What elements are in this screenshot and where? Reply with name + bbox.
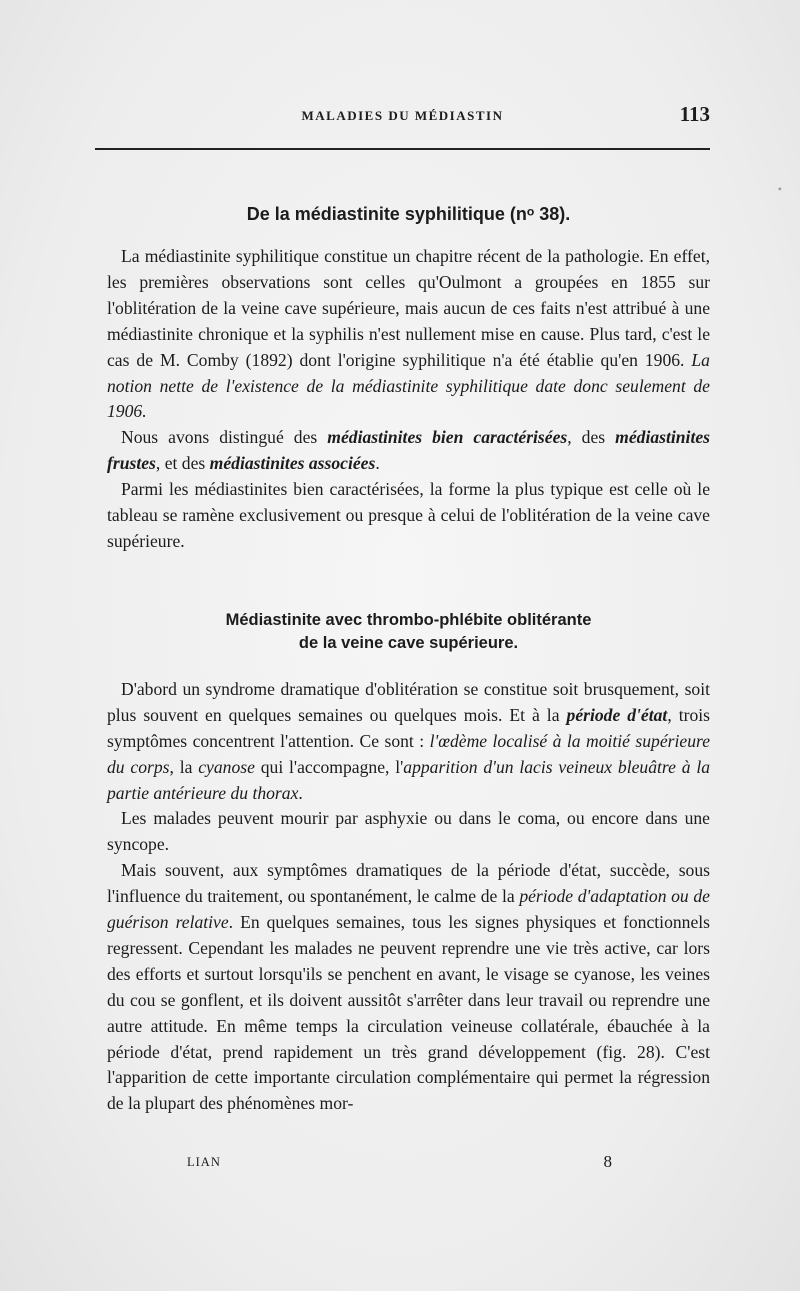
text-run: .: [375, 453, 380, 474]
margin-speck: •: [777, 182, 782, 196]
emphasis-text: apparition d'un lacis veineux bleuâtre à la partie antérieure du thorax: [107, 756, 711, 803]
section-title-thrombophlebitis: [107, 609, 710, 655]
text-run: .: [298, 782, 303, 803]
text-run: , la: [169, 756, 193, 777]
paragraph: Parmi les médiastinites bien caractérisées, la forme la plus typique est celle où le tableau se ramène exclusivement ou presque à celui de l'oblitération de la veine cave supérieure.: [107, 479, 710, 551]
running-title: MALADIES DU MÉDIASTIN: [301, 108, 504, 123]
emphasis-text: médiastinites bien caractérisées: [327, 427, 568, 448]
text-run: , trois symptômes concentrent l'attention. Ce sont :: [107, 704, 710, 751]
paragraph: [107, 677, 710, 807]
title-line: Médiastinite avec thrombo-phlébite oblitérante: [225, 610, 592, 629]
paragraph: [107, 425, 710, 477]
emphasis-text: médiastinites frustes: [107, 427, 710, 474]
page-number: 113: [679, 102, 710, 126]
page-body: [107, 202, 710, 1117]
emphasis-text: période d'adaptation ou de guérison relative: [107, 886, 710, 933]
text-run: . En quelques semaines, tous les signes physiques et fonctionnels regressent. Cependant les malades ne peuvent reprendre une vie très active, car lors des efforts et surtout lorsqu'ils se penchent en avant, le visage se cyanose, les veines du cou se gonflent, et ils doivent aussitôt s'arrêter dans leur travail ou reprendre une autre attitude. En même temps la circulation veineuse collatérale, ébauchée à la période d'état, prend rapidement un très grand développement (fig. 28). C'est l'apparition de cette importante circulation complémentaire qui permet la régression de la plupart des phénomènes mor-: [107, 912, 711, 1114]
header-rule: [95, 148, 710, 150]
text-run: Nous avons distingué des: [121, 427, 318, 448]
signature-number: 8: [603, 1152, 612, 1171]
page-footer: [187, 1152, 612, 1176]
emphasis-text: La notion nette de l'existence de la médiastinite syphilitique date donc seulement de 1906.: [107, 349, 710, 422]
emphasis-text: l'œdème localisé à la moitié supérieure du corps: [107, 730, 710, 777]
emphasis-text: médiastinites associées: [209, 453, 376, 474]
signature-author: LIAN: [187, 1155, 221, 1169]
section-title-syphilitic-mediastinitis: De la médiastinite syphilitique (nᵒ 38).: [246, 204, 571, 224]
paragraph: Les malades peuvent mourir par asphyxie ou dans le coma, ou encore dans une syncope.: [107, 808, 710, 855]
paragraph: [107, 858, 710, 1117]
paragraph: [107, 244, 710, 425]
text-run: , et des: [155, 453, 206, 474]
page-header: [95, 102, 710, 138]
text-run: D'abord un syndrome dramatique d'oblitération se constitue soit brusquement, soit plus souvent en quelques semaines ou quelques mois. Et à la: [107, 678, 710, 725]
title-line: de la veine cave supérieure.: [298, 633, 519, 652]
emphasis-text: cyanose: [198, 756, 255, 777]
emphasis-text: période d'état: [566, 704, 668, 725]
text-run: , des: [567, 427, 606, 448]
text-run: qui l'accompagne, l': [260, 756, 404, 777]
paragraph-text: La médiastinite syphilitique constitue un chapitre récent de la pathologie. En effet, les premières observations sont celles qu'Oulmont a groupées en 1855 sur l'oblitération de la veine cave supérieure, mais aucun de ces faits n'est attribué à une médiastinite chronique et la syphilis n'est nullement mise en cause. Plus tard, c'est le cas de M. Comby (1892) dont l'origine syphilitique n'a été établie qu'en 1906.: [107, 246, 710, 370]
text-run: Mais souvent, aux symptômes dramatiques de la période d'état, succède, sous l'influence du traitement, ou spontanément, le calme de la: [107, 860, 710, 907]
